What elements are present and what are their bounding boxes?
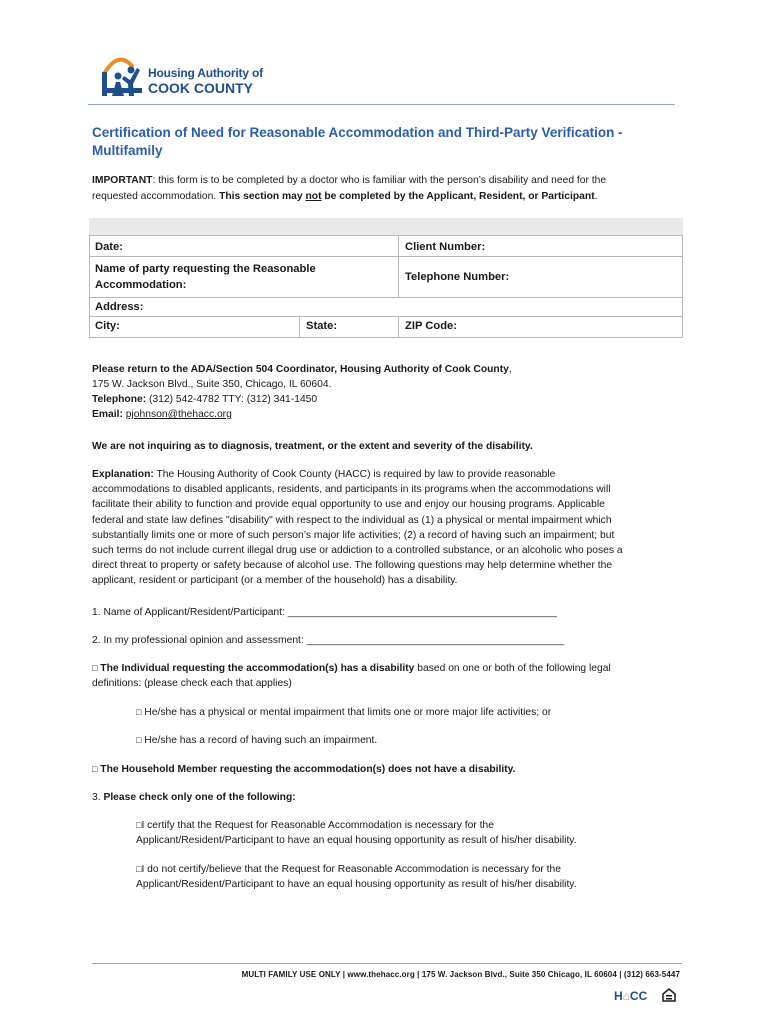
household-bold: The Household Member requesting the accommodation(s) does not have a disability. [97,764,516,775]
row-divider [89,316,683,317]
important-bold-b: be completed by the Applicant, Resident, or Participant [321,191,595,202]
q3-option-1-line2: Applicant/Resident/Participant to have an equal housing opportunity as result of his/her disability. [136,835,577,846]
question-1-applicant-name[interactable]: 1. Name of Applicant/Resident/Participant: _______________________________________________ [92,607,557,618]
return-line1-end: , [508,364,512,375]
party-label-line2: Accommodation: [95,279,187,291]
state-label: State: [306,320,338,332]
return-line1-bold: Please return to the ADA/Section 504 Coordinator, Housing Authority of Cook County [92,364,509,375]
disability-rest: based on one or both of the following legal [414,663,611,674]
disability-line2: definitions: (please check each that applies) [92,678,292,689]
disability-option-1: □ He/she has a physical or mental impairment that limits one or more major life activities; or [136,707,552,718]
telephone-label-bold: Telephone: [92,394,147,405]
explanation-line: such terms do not include current illegal drug use or addiction to a controlled substance, or an alcoholic who poses a [92,545,623,557]
q3-option-1-checkbox[interactable]: □ [136,820,142,830]
table-header-band [89,218,683,236]
date-label: Date: [95,241,123,253]
option-2-checkbox[interactable]: □ [136,735,142,745]
footer-mark-rest: CC [629,989,648,1003]
explanation-paragraph [92,467,682,589]
telephone-value: (312) 542-4782 TTY: (312) 341-1450 [146,394,318,405]
q3-option-2-line2: Applicant/Resident/Participant to have an equal housing opportunity as result of his/her disability. [136,879,577,890]
header-divider [88,104,675,105]
question-3-heading [92,790,296,805]
row-divider [89,297,683,298]
footer-hacc-mark [614,989,647,1003]
important-text-b: requested accommodation. [92,191,220,202]
explanation-line: applicant, resident or participant (or a member of the household) has a disability. [92,575,458,587]
telephone-label: Telephone Number: [405,271,510,283]
logo-line2: COOK COUNTY [148,80,253,96]
q3-bold: Please check only one of the following: [103,792,296,803]
footer-mark-h: H [614,989,623,1003]
email-link[interactable]: pjohnson@thehacc.org [125,409,232,420]
return-telephone [92,392,317,407]
explanation-label: Explanation: [92,469,154,480]
explanation-line: substantially limits one or more of such person’s major life activities; (2) a record of having such an impairment; but [92,529,615,541]
zip-label: ZIP Code: [405,320,458,332]
party-label-line1: Name of party requesting the Reasonable [95,263,316,275]
city-label: City: [95,320,120,332]
footer-divider [92,963,682,964]
house-family-icon [98,52,148,100]
not-inquiring-notice: We are not inquiring as to diagnosis, treatment, or the extent and severity of the disability. [92,441,533,452]
explanation-line: Explanation: The Housing Authority of Cook County (HACC) is required by law to provide reasonable [92,469,556,480]
return-address: 175 W. Jackson Blvd., Suite 350, Chicago, IL 60604. [92,379,332,390]
important-bold-a: This section may [219,191,306,202]
logo-line1: Housing Authority of [148,66,263,80]
address-label: Address: [95,301,144,313]
q3-number: 3. [92,792,104,803]
important-text-a: : this form is to be completed by a doctor who is familiar with the person’s disability and need for the [152,175,607,186]
footer-text: MULTI FAMILY USE ONLY | www.thehacc.org | 175 W. Jackson Blvd., Suite 350 Chicago, IL 60604 | (312) 663-5447 [241,970,680,979]
important-end: . [594,191,598,202]
return-line1 [92,362,512,377]
col-divider [398,316,399,337]
q3-option-2-checkbox[interactable]: □ [136,864,142,874]
disability-checkbox[interactable]: □ [92,663,98,673]
email-label: Email: [92,409,123,420]
equal-housing-icon [662,988,676,1002]
important-line1 [92,173,606,188]
footer-mark-house-icon: ⌂ [622,989,630,1003]
return-email [92,407,232,422]
col-divider [398,235,399,297]
option-1-checkbox[interactable]: □ [136,707,142,717]
explanation-line: direct threat to property or safety because of alcohol use. The following questions may help determine whether the [92,560,613,572]
question-2-assessment[interactable]: 2. In my professional opinion and assessment: _____________________________________________ [92,635,565,646]
important-line2 [92,189,598,204]
row-divider [89,256,683,257]
q3-option-2-line1: □I do not certify/believe that the Request for Reasonable Accommodation is necessary for the [136,864,561,875]
disability-option-2: □ He/she has a record of having such an impairment. [136,735,378,746]
explanation-line: accommodations to disabled applicants, residents, and participants in its programs when the accommodations will [92,484,611,496]
important-label: IMPORTANT [92,175,153,186]
disability-line1 [92,661,611,676]
client-number-label: Client Number: [405,241,486,253]
explanation-line: facilitate their ability to function and provide equal opportunity to use and enjoy our housing programs. Applicable [92,499,605,511]
important-bold-not: not [305,191,322,202]
household-checkbox[interactable]: □ [92,764,98,774]
disability-bold: The Individual requesting the accommodation(s) has a disability [97,663,415,674]
page-title: Certification of Need for Reasonable Accommodation and Third-Party Verification - Multifamily [92,125,623,158]
q3-option-1-line1: □I certify that the Request for Reasonable Accommodation is necessary for the [136,820,495,831]
explanation-line: federal and state law defines "disability" with respect to the individual as (1) a physical or mental impairment which [92,514,612,526]
household-line [92,762,515,777]
col-divider [299,316,300,337]
